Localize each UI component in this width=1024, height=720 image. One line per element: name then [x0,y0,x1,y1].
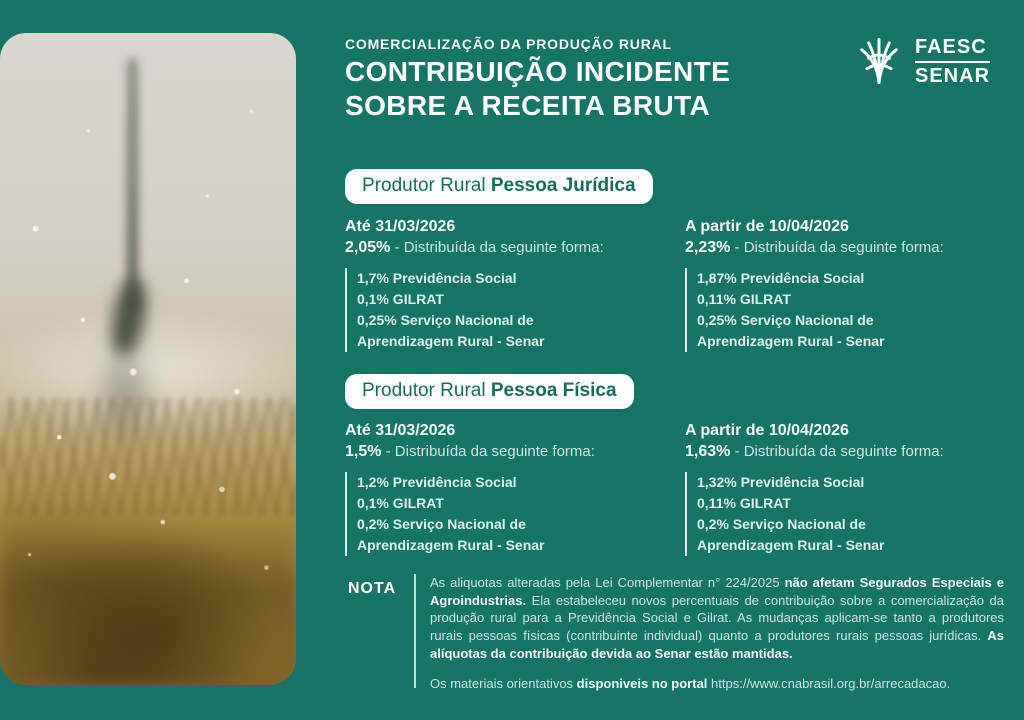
breakdown-item: 0,2% Serviço Nacional de Aprendizagem Rural - Senar [357,516,545,553]
badge-regular-text: Produtor Rural [362,380,486,401]
rate-value: 2,05% [345,239,391,256]
badge-pessoa-fisica [345,374,634,409]
kicker-text: COMERCIALIZAÇÃO DA PRODUÇÃO RURAL [345,36,672,52]
badge-bold-text: Pessoa Física [490,380,617,401]
pf-column-from [685,422,1005,556]
pj-column-until [345,218,665,352]
note-seg-3: Ela estabeleceu novos percentuais de contribuição sobre a comercialização da produção rural para a Previdência Social e Gilrat. As mudanças aplicam-se tanto a produtores rurais pessoas físicas (contribuinte individual) quanto a produtores rurais pessoas jurídicas. [430,592,1004,644]
rate-description: - Distribuída da seguinte forma: [394,239,604,256]
rate-value: 1,63% [685,443,731,460]
faesc-senar-logo [853,36,990,86]
breakdown-item: 0,1% GILRAT [357,291,444,307]
period-label: A partir de 10/04/2026 [685,422,849,439]
portal-bold: disponiveis no portal [576,676,708,691]
breakdown-list [345,472,600,556]
breakdown-item: 1,2% Previdência Social [357,474,517,490]
rate-value: 2,23% [685,239,731,256]
title-line-1: CONTRIBUIÇÃO INCIDENTE [345,56,731,87]
badge-regular-text: Produtor Rural [362,175,486,196]
breakdown-item: 1,7% Previdência Social [357,270,517,286]
note-seg-2: não afetam Segurados Especiais e Agroindustrias. [430,575,1004,608]
breakdown-item: 1,87% Previdência Social [697,270,865,286]
note-divider [414,574,416,688]
rate-line [685,443,1005,461]
portal-prefix: Os materiais orientativos [430,676,577,691]
pj-column-from [685,218,1005,352]
period-label: Até 31/03/2026 [345,218,456,235]
rate-description: - Distribuída da seguinte forma: [385,443,595,460]
breakdown-item: 0,11% GILRAT [697,291,791,307]
breakdown-list [685,268,940,352]
badge-bold-text: Pessoa Jurídica [490,175,636,196]
breakdown-item: 0,1% GILRAT [357,495,444,511]
breakdown-list [685,472,940,556]
rate-value: 1,5% [345,443,382,460]
rate-line [345,239,665,257]
rate-description: - Distribuída da seguinte forma: [734,239,944,256]
breakdown-item: 0,25% Serviço Nacional de Aprendizagem Rural - Senar [697,312,885,349]
breakdown-item: 1,32% Previdência Social [697,474,865,490]
note-seg-4: As alíquotas da contribuição devida ao Senar estão mantidas. [430,628,1004,661]
title-line-2: SOBRE A RECEITA BRUTA [345,89,711,121]
pf-column-until [345,422,665,556]
portal-url-link[interactable]: https://www.cnabrasil.org.br/arrecadacao. [707,676,951,691]
page-title [345,55,785,122]
note-paragraph [430,574,1004,662]
portal-line [430,676,1004,691]
wheat-field-photo [0,33,296,685]
logo-org-faesc: FAESC [915,37,990,63]
breakdown-item: 0,2% Serviço Nacional de Aprendizagem Rural - Senar [697,516,885,553]
rate-description: - Distribuída da seguinte forma: [734,443,944,460]
note-seg-1: As aliquotas alteradas pela Lei Complementar n° 224/2025 [430,575,785,590]
breakdown-item: 0,11% GILRAT [697,495,791,511]
breakdown-item: 0,25% Serviço Nacional de Aprendizagem Rural - Senar [357,312,545,349]
logo-org-senar: SENAR [915,64,991,87]
wheat-icon [853,36,905,86]
note-label: NOTA [348,580,397,597]
rain-bokeh-dots [0,33,296,685]
period-label: Até 31/03/2026 [345,422,456,439]
rate-line [685,239,1005,257]
period-label: A partir de 10/04/2026 [685,218,849,235]
rate-line [345,443,665,461]
breakdown-list [345,268,600,352]
logo-wordmark [915,37,990,86]
badge-pessoa-juridica [345,169,653,204]
